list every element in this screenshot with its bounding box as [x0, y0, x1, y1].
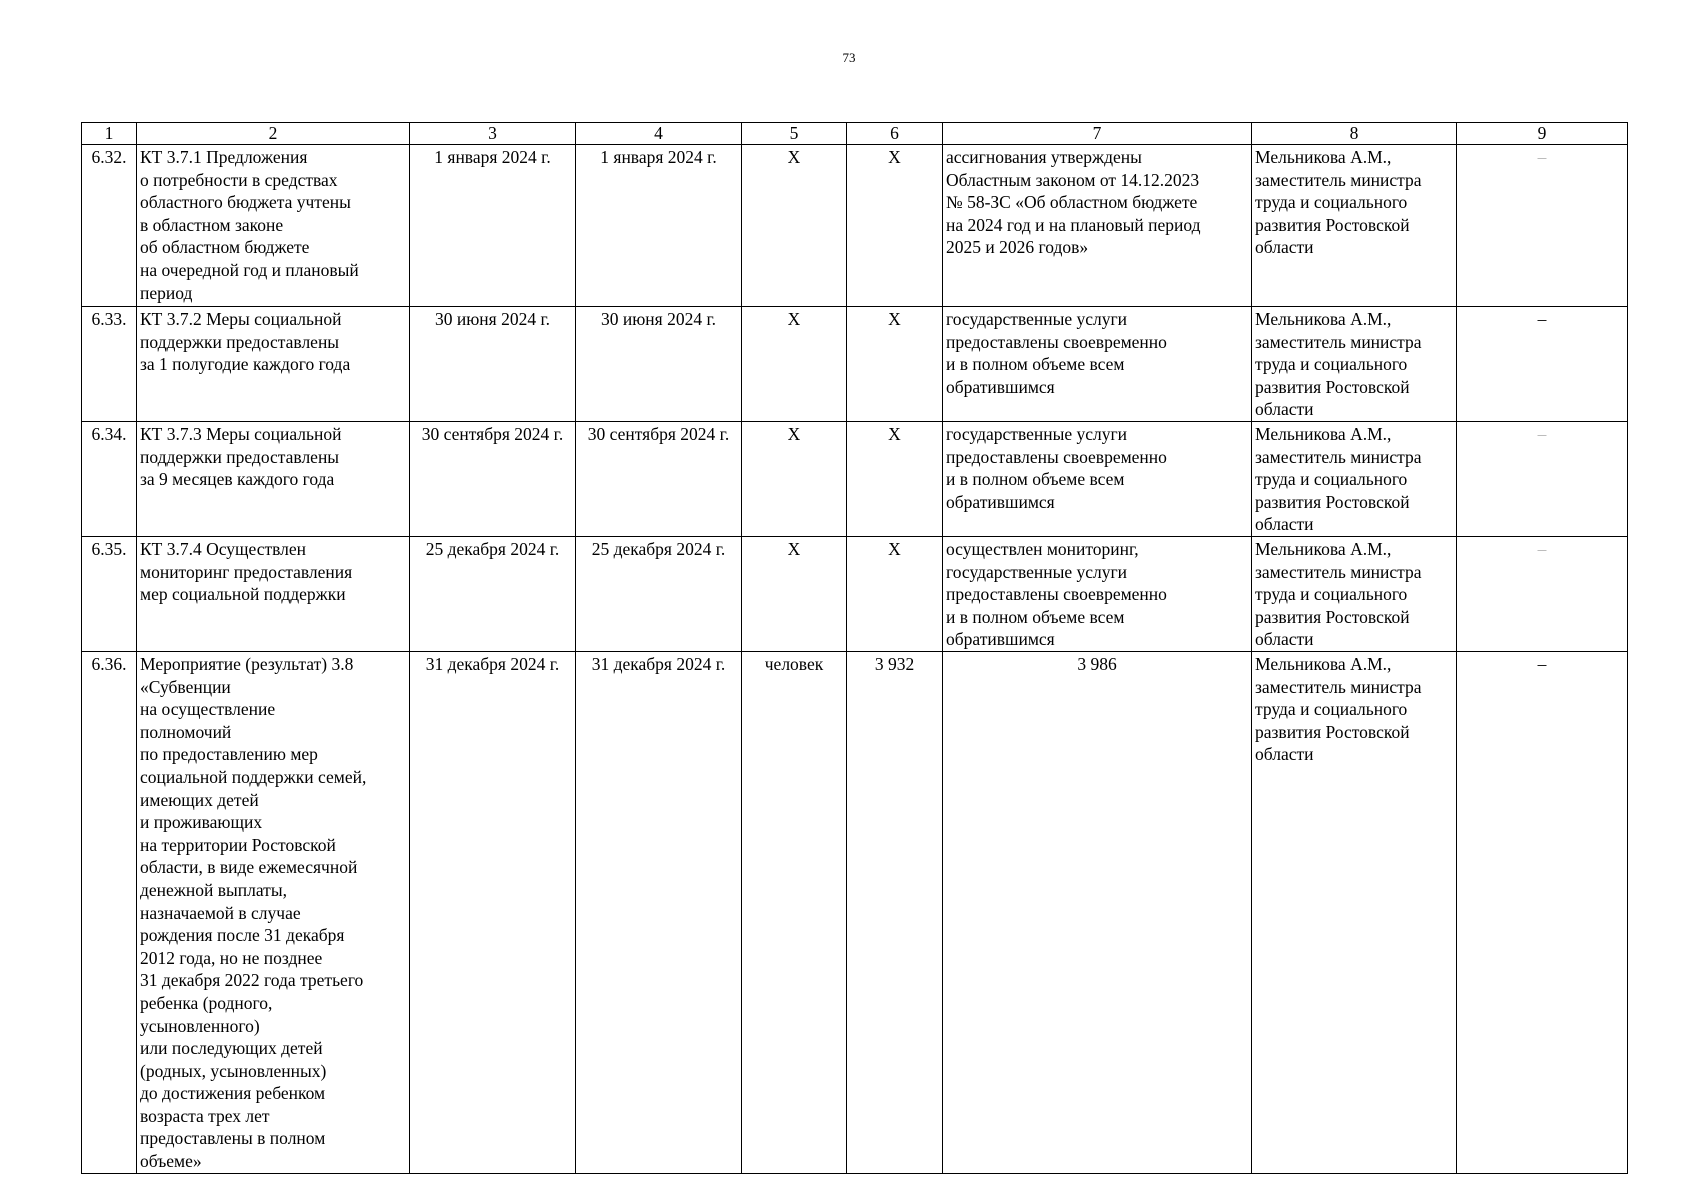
column-header: 8 — [1252, 123, 1457, 145]
table-row — [82, 652, 1628, 1174]
start-date: 31 декабря 2024 г. — [410, 652, 576, 1174]
responsible-cell: Мельникова А.М., заместитель министра труда и социального развития Ростовской области — [1252, 307, 1457, 422]
value-cell: Х — [847, 145, 943, 307]
result-cell: государственные услуги предоставлены своевременно и в полном объеме всем обратившимся — [943, 307, 1252, 422]
note-cell: – — [1457, 652, 1628, 1174]
result-cell: осуществлен мониторинг, государственные услуги предоставлены своевременно и в полном объеме всем обратившимся — [943, 537, 1252, 652]
column-header: 3 — [410, 123, 576, 145]
note-cell: – — [1457, 537, 1628, 652]
end-date: 30 июня 2024 г. — [576, 307, 742, 422]
row-name: Мероприятие (результат) 3.8 «Субвенции на осуществление полномочий по предоставлению мер социальной поддержки семей, имеющих детей и проживающих на территории Ростовской области, в виде ежемесячной денежной выплаты, назначаемой в случае рождения после 31 декабря 2012 года, но не позднее 31 декабря 2022 года третьего ребенка (родного, усыновленного) или последующих детей (родных, усыновленных) до достижения ребенком возраста трех лет предоставлены в полном объеме» — [137, 652, 410, 1174]
row-number: 6.34. — [82, 422, 137, 537]
responsible-cell: Мельникова А.М., заместитель министра труда и социального развития Ростовской области — [1252, 537, 1457, 652]
row-name: КТ 3.7.3 Меры социальной поддержки предоставлены за 9 месяцев каждого года — [137, 422, 410, 537]
unit-cell: Х — [742, 422, 847, 537]
table-row — [82, 422, 1628, 537]
page-number: 73 — [842, 50, 856, 65]
end-date: 1 января 2024 г. — [576, 145, 742, 307]
result-cell: ассигнования утверждены Областным законом от 14.12.2023 № 58-ЗС «Об областном бюджете на 2024 год и на плановый период 2025 и 2026 годов» — [943, 145, 1252, 307]
table-row — [82, 145, 1628, 307]
unit-cell: Х — [742, 145, 847, 307]
responsible-cell: Мельникова А.М., заместитель министра труда и социального развития Ростовской области — [1252, 145, 1457, 307]
end-date: 30 сентября 2024 г. — [576, 422, 742, 537]
column-header: 7 — [943, 123, 1252, 145]
start-date: 25 декабря 2024 г. — [410, 537, 576, 652]
value-cell: Х — [847, 537, 943, 652]
note-cell: – — [1457, 307, 1628, 422]
row-name: КТ 3.7.1 Предложения о потребности в средствах областного бюджета учтены в областном законе об областном бюджете на очередной год и плановый период — [137, 145, 410, 307]
table-row — [82, 537, 1628, 652]
row-number: 6.35. — [82, 537, 137, 652]
column-header: 5 — [742, 123, 847, 145]
note-cell: – — [1457, 422, 1628, 537]
start-date: 1 января 2024 г. — [410, 145, 576, 307]
start-date: 30 сентября 2024 г. — [410, 422, 576, 537]
column-header: 2 — [137, 123, 410, 145]
responsible-cell: Мельникова А.М., заместитель министра труда и социального развития Ростовской области — [1252, 422, 1457, 537]
table-row — [82, 307, 1628, 422]
row-number: 6.33. — [82, 307, 137, 422]
column-header: 1 — [82, 123, 137, 145]
unit-cell: Х — [742, 537, 847, 652]
result-cell: 3 986 — [943, 652, 1252, 1174]
unit-cell: человек — [742, 652, 847, 1174]
start-date: 30 июня 2024 г. — [410, 307, 576, 422]
value-cell: Х — [847, 307, 943, 422]
header-row — [82, 123, 1628, 145]
note-cell: – — [1457, 145, 1628, 307]
row-number: 6.36. — [82, 652, 137, 1174]
value-cell: Х — [847, 422, 943, 537]
row-name: КТ 3.7.4 Осуществлен мониторинг предоставления мер социальной поддержки — [137, 537, 410, 652]
row-number: 6.32. — [82, 145, 137, 307]
result-cell: государственные услуги предоставлены своевременно и в полном объеме всем обратившимся — [943, 422, 1252, 537]
column-header: 9 — [1457, 123, 1628, 145]
column-header: 6 — [847, 123, 943, 145]
row-name: КТ 3.7.2 Меры социальной поддержки предоставлены за 1 полугодие каждого года — [137, 307, 410, 422]
unit-cell: Х — [742, 307, 847, 422]
end-date: 25 декабря 2024 г. — [576, 537, 742, 652]
column-header: 4 — [576, 123, 742, 145]
value-cell: 3 932 — [847, 652, 943, 1174]
end-date: 31 декабря 2024 г. — [576, 652, 742, 1174]
data-table — [81, 122, 1628, 1174]
responsible-cell: Мельникова А.М., заместитель министра труда и социального развития Ростовской области — [1252, 652, 1457, 1174]
